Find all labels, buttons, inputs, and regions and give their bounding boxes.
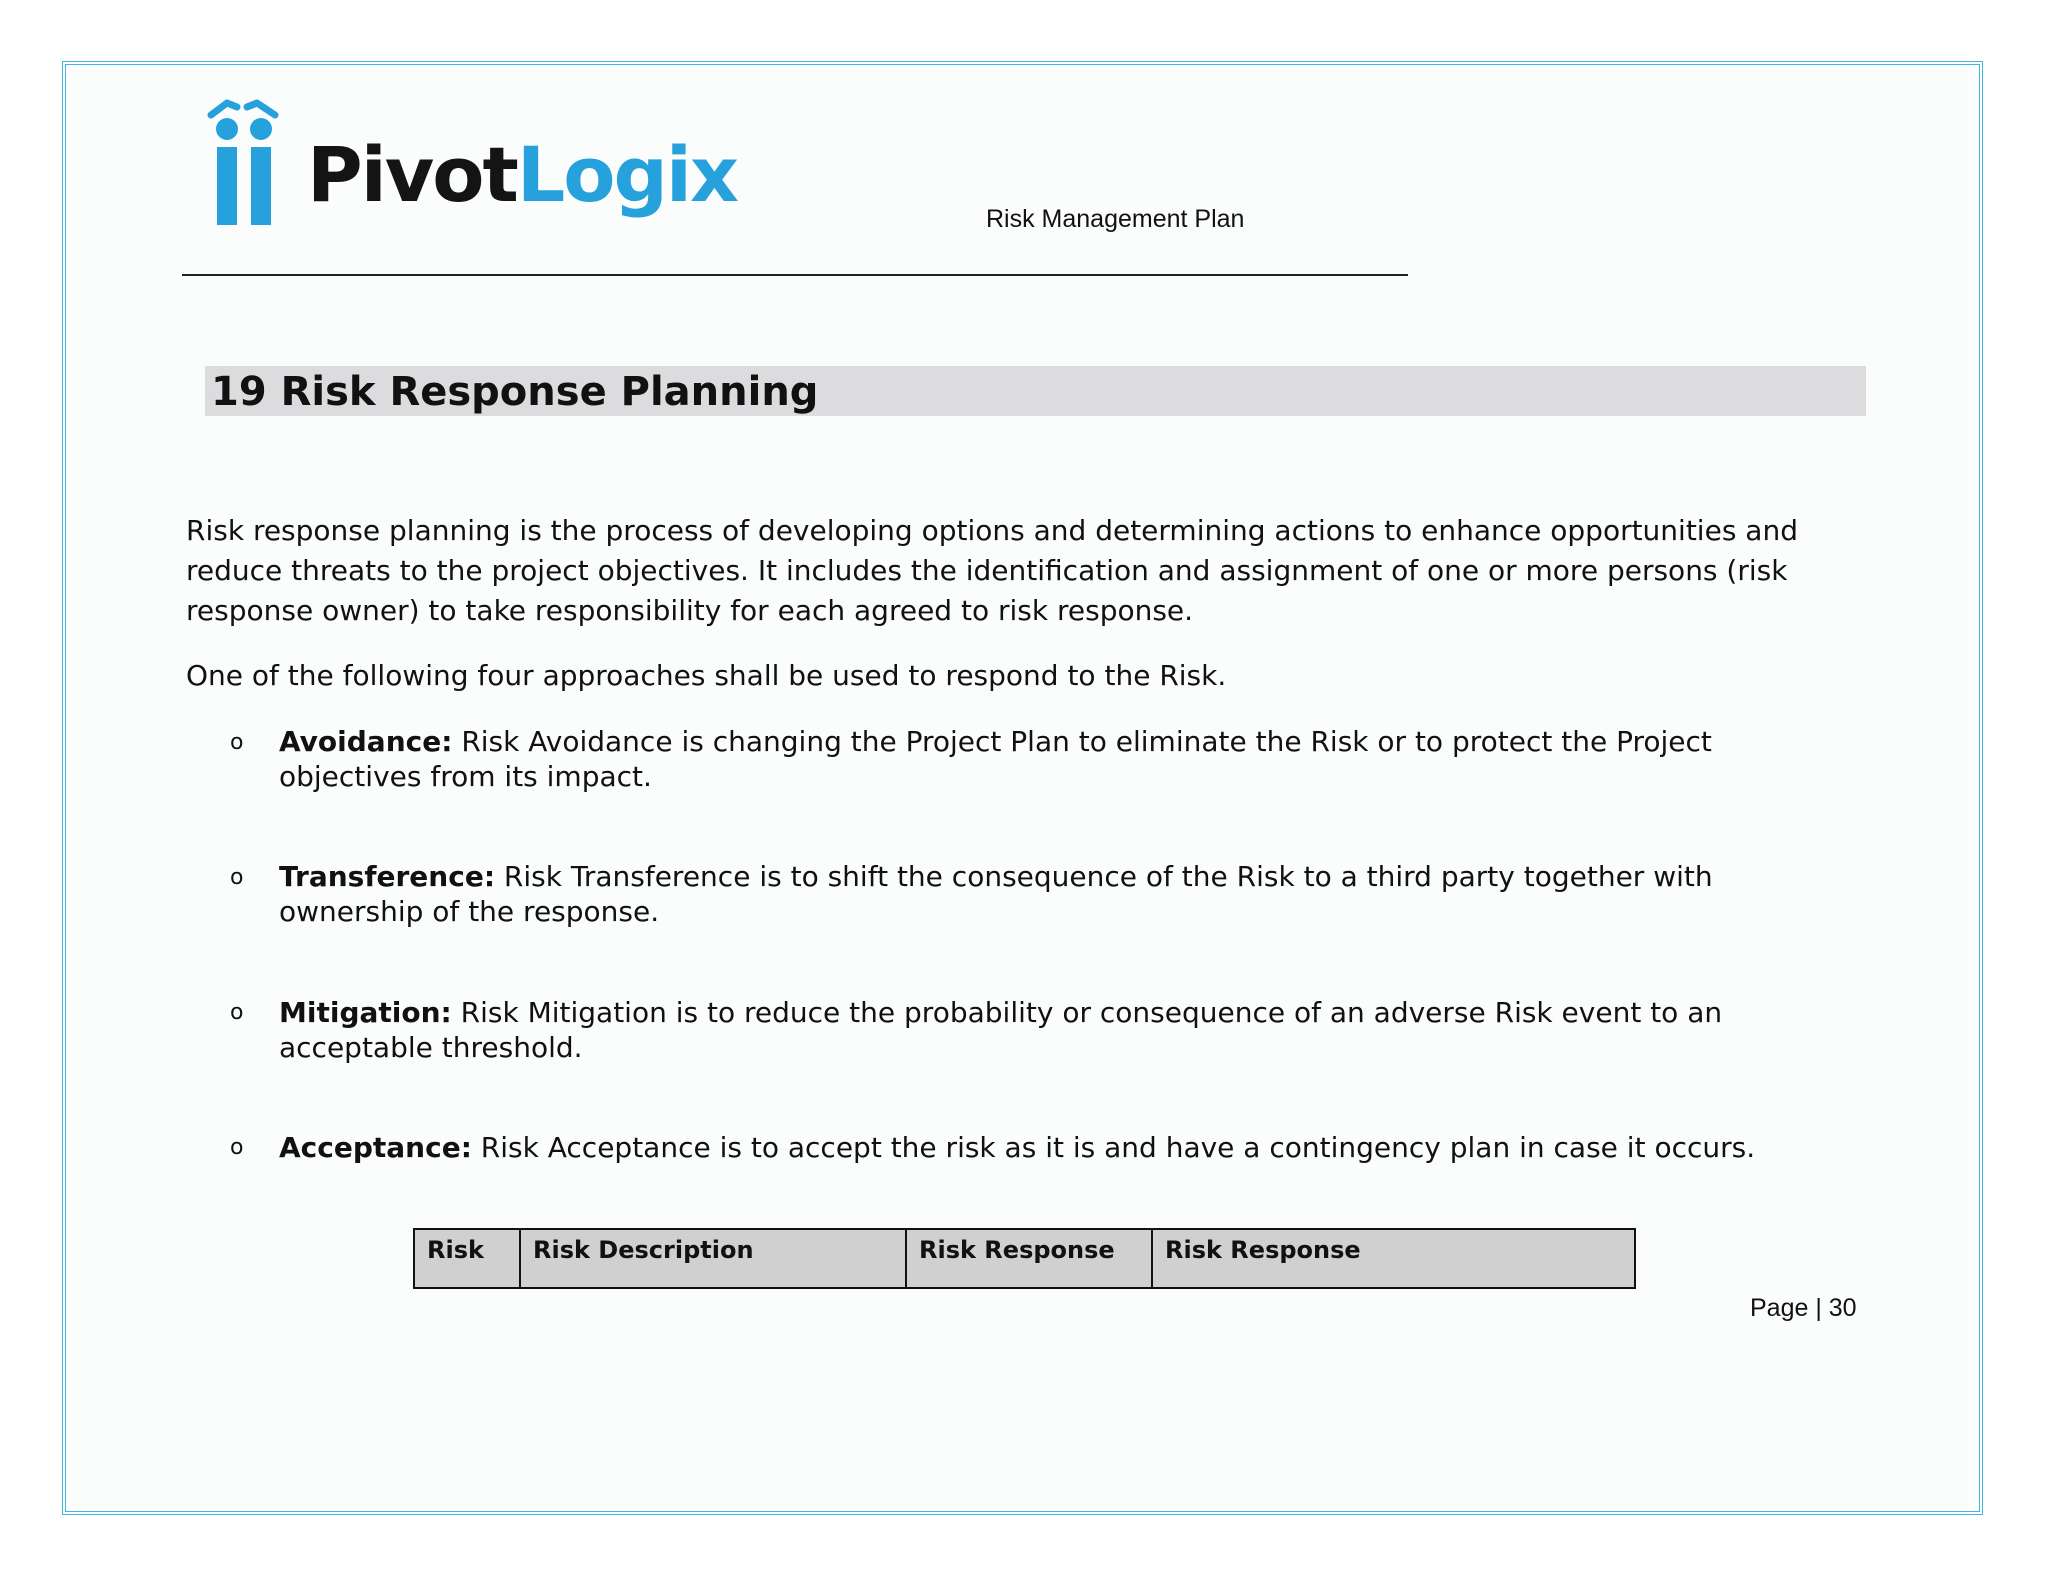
term-label: Avoidance:: [279, 725, 453, 758]
column-header-risk: Risk: [414, 1229, 520, 1288]
term-text: Risk Mitigation is to reduce the probability or consequence of an adverse Risk event to an acceptable threshold.: [279, 996, 1723, 1064]
logo-text-dark: Pivot: [307, 130, 517, 219]
logo-people-icon: [205, 97, 285, 227]
logo-text-accent: Logix: [516, 130, 737, 219]
list-bullet: o: [230, 1135, 244, 1160]
column-header-risk-description: Risk Description: [520, 1229, 906, 1288]
intro-paragraph: Risk response planning is the process of developing options and determining actions to enhance opportunities and reduce threats to the project objectives. It includes the identification and assignment of one or more persons (risk response owner) to take responsibility for each agreed to risk response.: [186, 514, 1798, 627]
list-item-avoidance: [279, 724, 1819, 794]
document-title: Risk Management Plan: [986, 205, 1245, 233]
page-number: Page | 30: [1750, 1294, 1857, 1322]
term-label: Transference:: [279, 860, 496, 893]
term-label: Mitigation:: [279, 996, 452, 1029]
column-header-risk-response: Risk Response: [906, 1229, 1152, 1288]
list-item-acceptance: [279, 1130, 1879, 1165]
list-bullet: o: [230, 730, 244, 755]
column-header-risk-response-2: Risk Response: [1152, 1229, 1635, 1288]
list-bullet: o: [230, 1000, 244, 1025]
term-text: Risk Acceptance is to accept the risk as it is and have a contingency plan in case it occurs.: [471, 1131, 1756, 1164]
term-text: Risk Transference is to shift the consequence of the Risk to a third party together with ownership of the response.: [279, 860, 1713, 928]
section-heading: 19 Risk Response Planning: [211, 369, 819, 415]
risk-response-table-header: [413, 1228, 1636, 1289]
lead-in-paragraph: One of the following four approaches shall be used to respond to the Risk.: [186, 659, 1227, 692]
logo-wordmark: [307, 130, 737, 219]
list-item-transference: [279, 859, 1819, 929]
list-bullet: o: [230, 865, 244, 890]
term-text: Risk Avoidance is changing the Project Plan to eliminate the Risk or to protect the Project objectives from its impact.: [279, 725, 1712, 793]
table-header-row: [414, 1229, 1635, 1288]
company-logo: [205, 97, 737, 237]
term-label: Acceptance:: [279, 1131, 472, 1164]
header-divider: [182, 274, 1408, 276]
list-item-mitigation: [279, 995, 1819, 1065]
